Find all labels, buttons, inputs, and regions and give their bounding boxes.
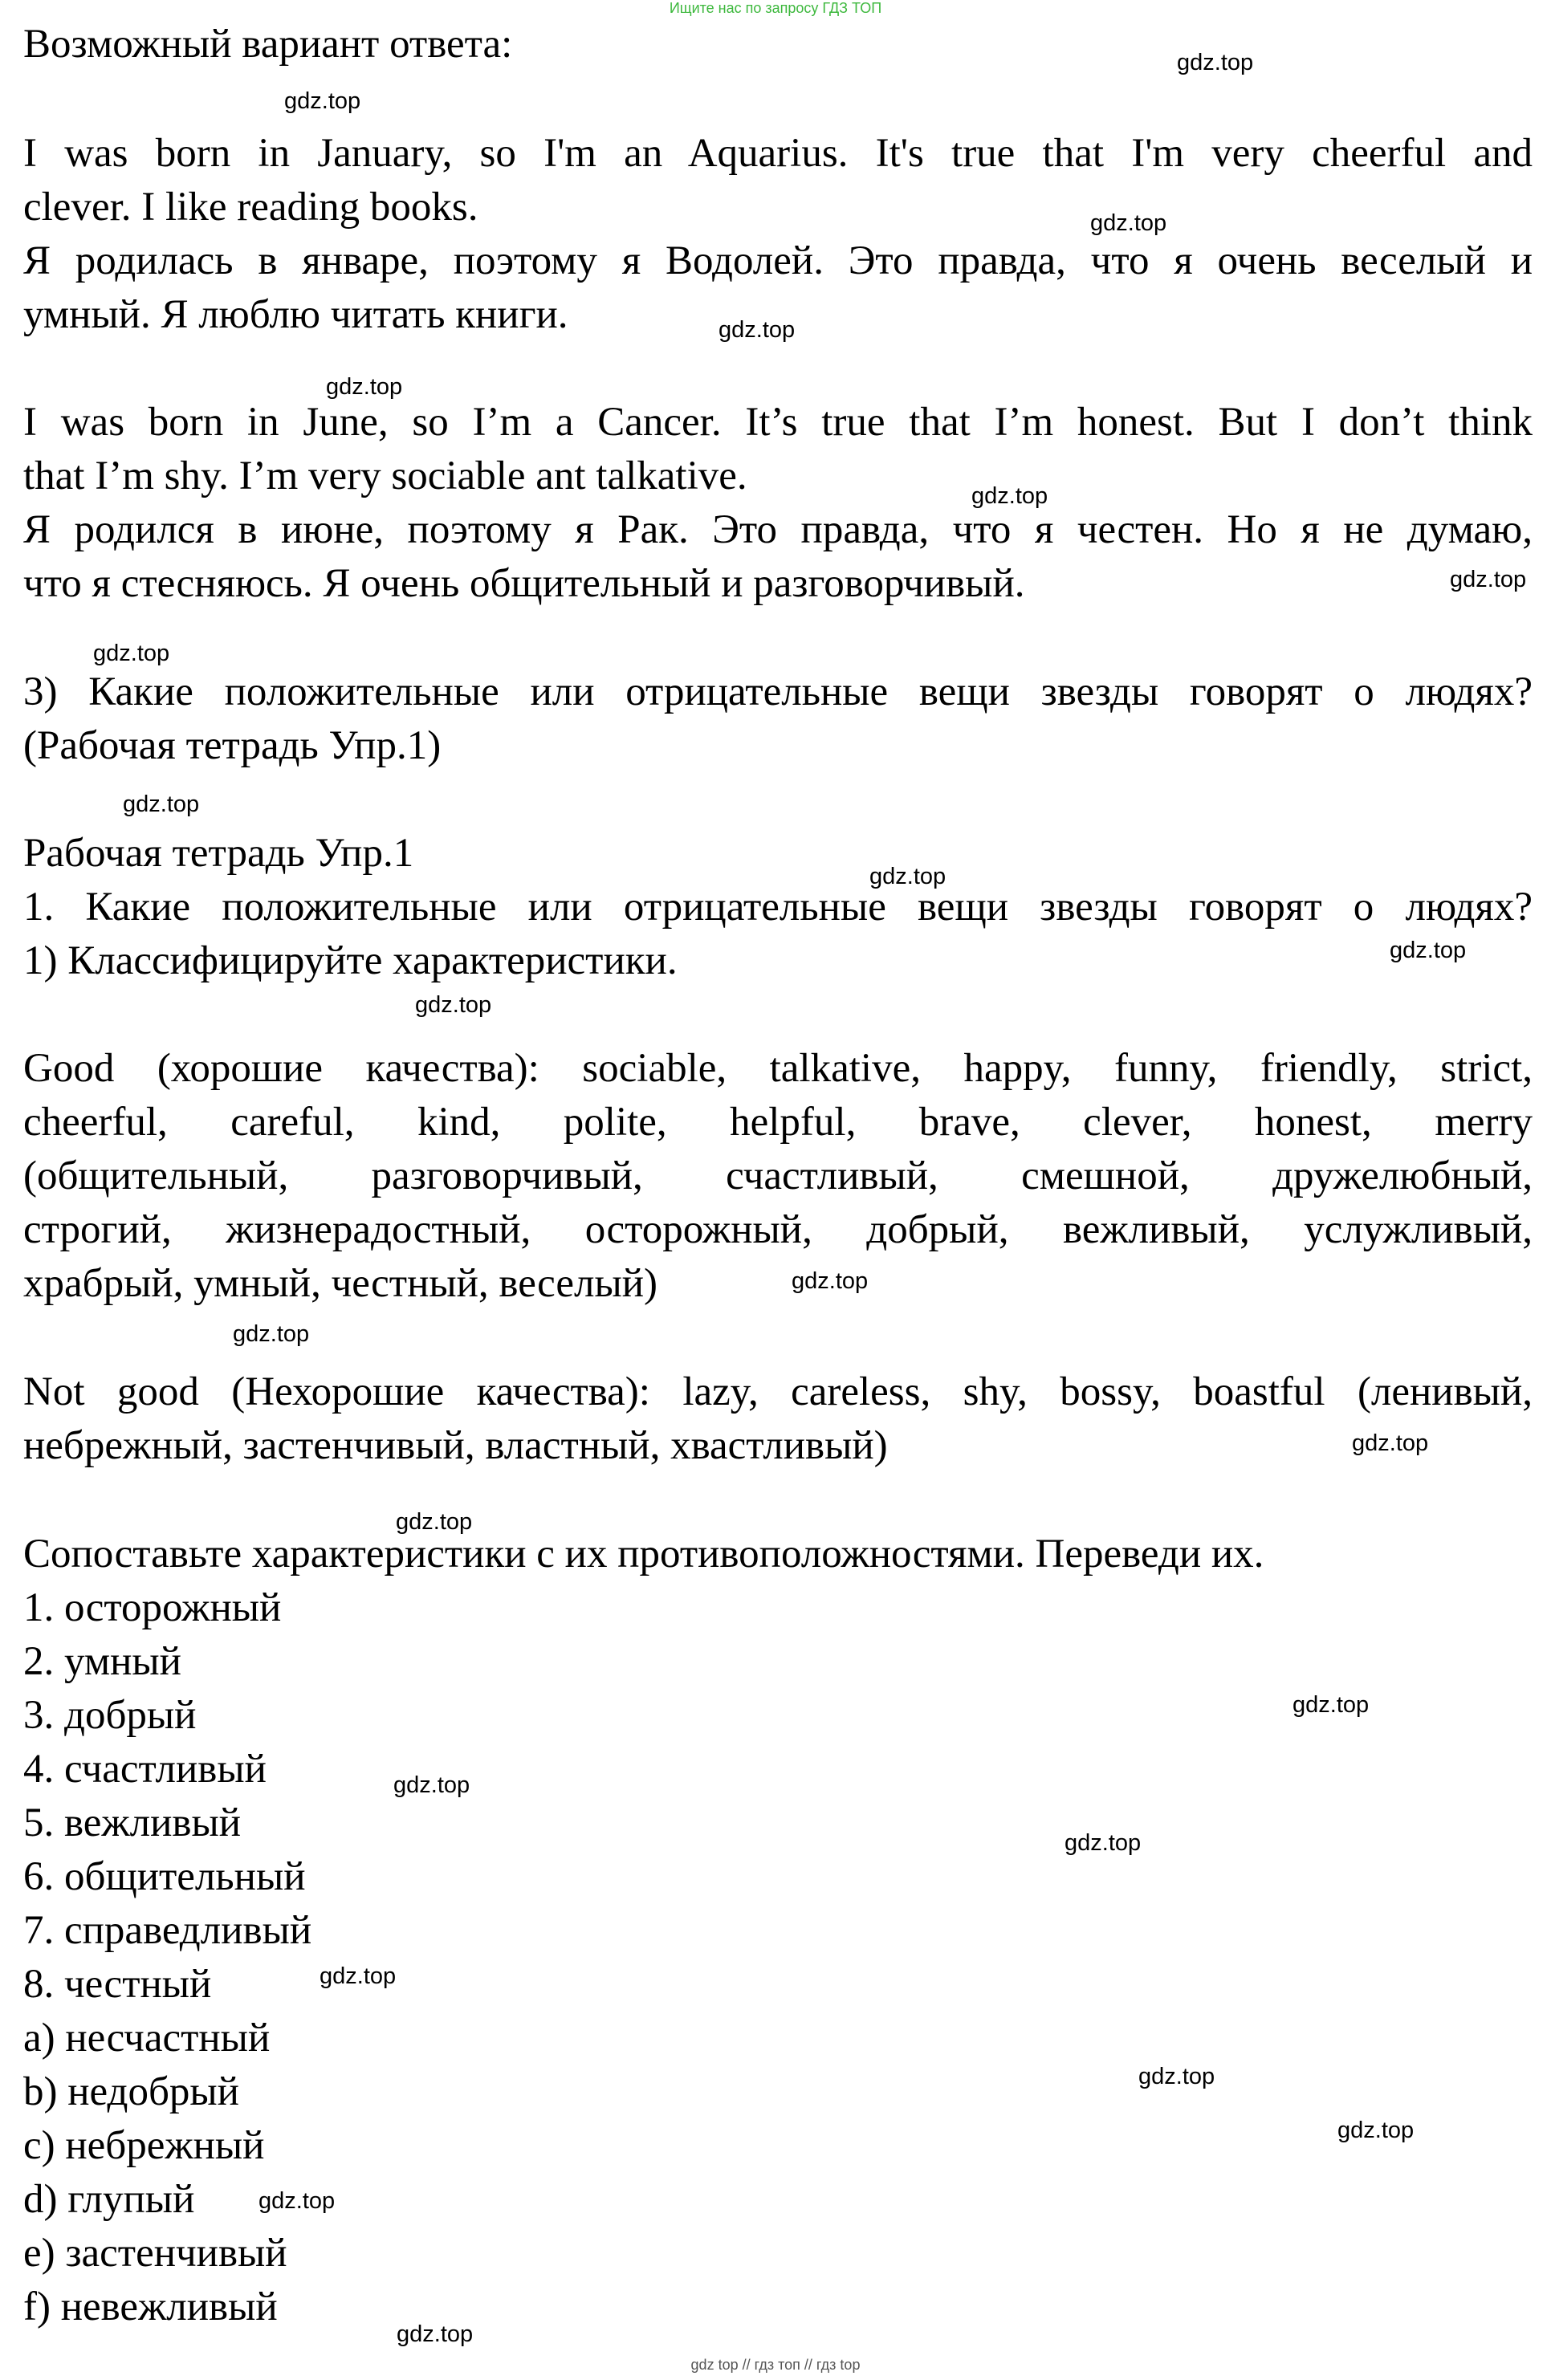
list-item: 4. счастливый [23, 1747, 267, 1792]
watermark: gdz.top [397, 2321, 474, 2347]
watermark: gdz.top [1352, 1430, 1429, 1456]
matching-task-line: Сопоставьте характеристики с их противоположностями. Переведи их. [23, 1532, 1264, 1576]
watermark: gdz.top [415, 992, 492, 1018]
footer-note: gdz top // гдз топ // гдз top [690, 2357, 861, 2373]
task-line: 1) Классифицируйте характеристики. [23, 938, 678, 983]
list-item: 6. общительный [23, 1854, 306, 1899]
list-item: 8. честный [23, 1962, 212, 2007]
paragraph-line: that I’m shy. I’m very sociable ant talkative. [23, 454, 747, 498]
list-item: 7. справедливый [23, 1908, 312, 1953]
good-qualities-line: Good (хорошие качества): sociable, talkative, happy, funny, friendly, strict, [23, 1046, 1533, 1091]
watermark: gdz.top [971, 483, 1048, 509]
list-item: a) несчастный [23, 2016, 271, 2061]
watermark: gdz.top [393, 1772, 470, 1798]
paragraph-line: clever. I like reading books. [23, 185, 478, 230]
watermark: gdz.top [258, 2188, 336, 2214]
watermark: gdz.top [123, 791, 200, 817]
list-item: 2. умный [23, 1639, 181, 1684]
watermark: gdz.top [1138, 2064, 1215, 2089]
section-heading: Рабочая тетрадь Упр.1 [23, 831, 414, 876]
bad-qualities-line: Not good (Нехорошие качества): lazy, careless, shy, bossy, boastful (ленивый, [23, 1369, 1533, 1414]
list-item: d) глупый [23, 2177, 195, 2222]
watermark: gdz.top [1292, 1692, 1370, 1718]
list-item: 3. добрый [23, 1693, 197, 1738]
bad-qualities-line: небрежный, застенчивый, властный, хвастливый) [23, 1423, 888, 1468]
watermark: gdz.top [1090, 210, 1167, 236]
watermark: gdz.top [93, 641, 170, 666]
watermark: gdz.top [326, 374, 403, 400]
answer-heading: Возможный вариант ответа: [23, 22, 513, 67]
watermark: gdz.top [1450, 567, 1527, 592]
watermark: gdz.top [233, 1321, 310, 1347]
paragraph-line: I was born in June, so I’m a Cancer. It’s true that I’m honest. But I don’t think [23, 400, 1533, 445]
list-item: e) застенчивый [23, 2231, 287, 2276]
watermark: gdz.top [869, 864, 946, 889]
list-item: 5. вежливый [23, 1800, 242, 1845]
paragraph-line: умный. Я люблю читать книги. [23, 292, 568, 337]
list-item: c) небрежный [23, 2123, 265, 2168]
question-line: (Рабочая тетрадь Упр.1) [23, 723, 442, 768]
good-qualities-line: cheerful, careful, kind, polite, helpful, brave, clever, honest, merry [23, 1100, 1533, 1145]
paragraph-line: I was born in January, so I'm an Aquarius. It's true that I'm very cheerful and [23, 131, 1533, 176]
watermark: gdz.top [284, 88, 361, 114]
good-qualities-line: строгий, жизнерадостный, осторожный, добрый, вежливый, услужливый, [23, 1207, 1533, 1252]
watermark: gdz.top [1065, 1830, 1142, 1856]
paragraph-line: Я родился в июне, поэтому я Рак. Это правда, что я честен. Но я не думаю, [23, 507, 1533, 552]
question-line: 3) Какие положительные или отрицательные вещи звезды говорят о людях? [23, 669, 1533, 714]
watermark: gdz.top [1390, 938, 1467, 963]
question-line: 1. Какие положительные или отрицательные вещи звезды говорят о людях? [23, 885, 1533, 930]
good-qualities-line: (общительный, разговорчивый, счастливый, смешной, дружелюбный, [23, 1153, 1533, 1198]
paragraph-line: что я стесняюсь. Я очень общительный и разговорчивый. [23, 561, 1025, 606]
paragraph-line: Я родилась в январе, поэтому я Водолей. Это правда, что я очень веселый и [23, 238, 1533, 283]
list-item: b) недобрый [23, 2069, 239, 2114]
watermark: gdz.top [719, 317, 796, 343]
watermark: gdz.top [792, 1268, 869, 1294]
watermark: gdz.top [1337, 2118, 1415, 2143]
header-search-hint: Ищите нас по запросу ГДЗ ТОП [669, 0, 882, 16]
list-item: f) невежливый [23, 2284, 278, 2329]
good-qualities-line: храбрый, умный, честный, веселый) [23, 1261, 658, 1306]
watermark: gdz.top [396, 1509, 473, 1535]
watermark: gdz.top [320, 1963, 397, 1989]
watermark: gdz.top [1177, 50, 1254, 75]
list-item: 1. осторожный [23, 1585, 282, 1630]
